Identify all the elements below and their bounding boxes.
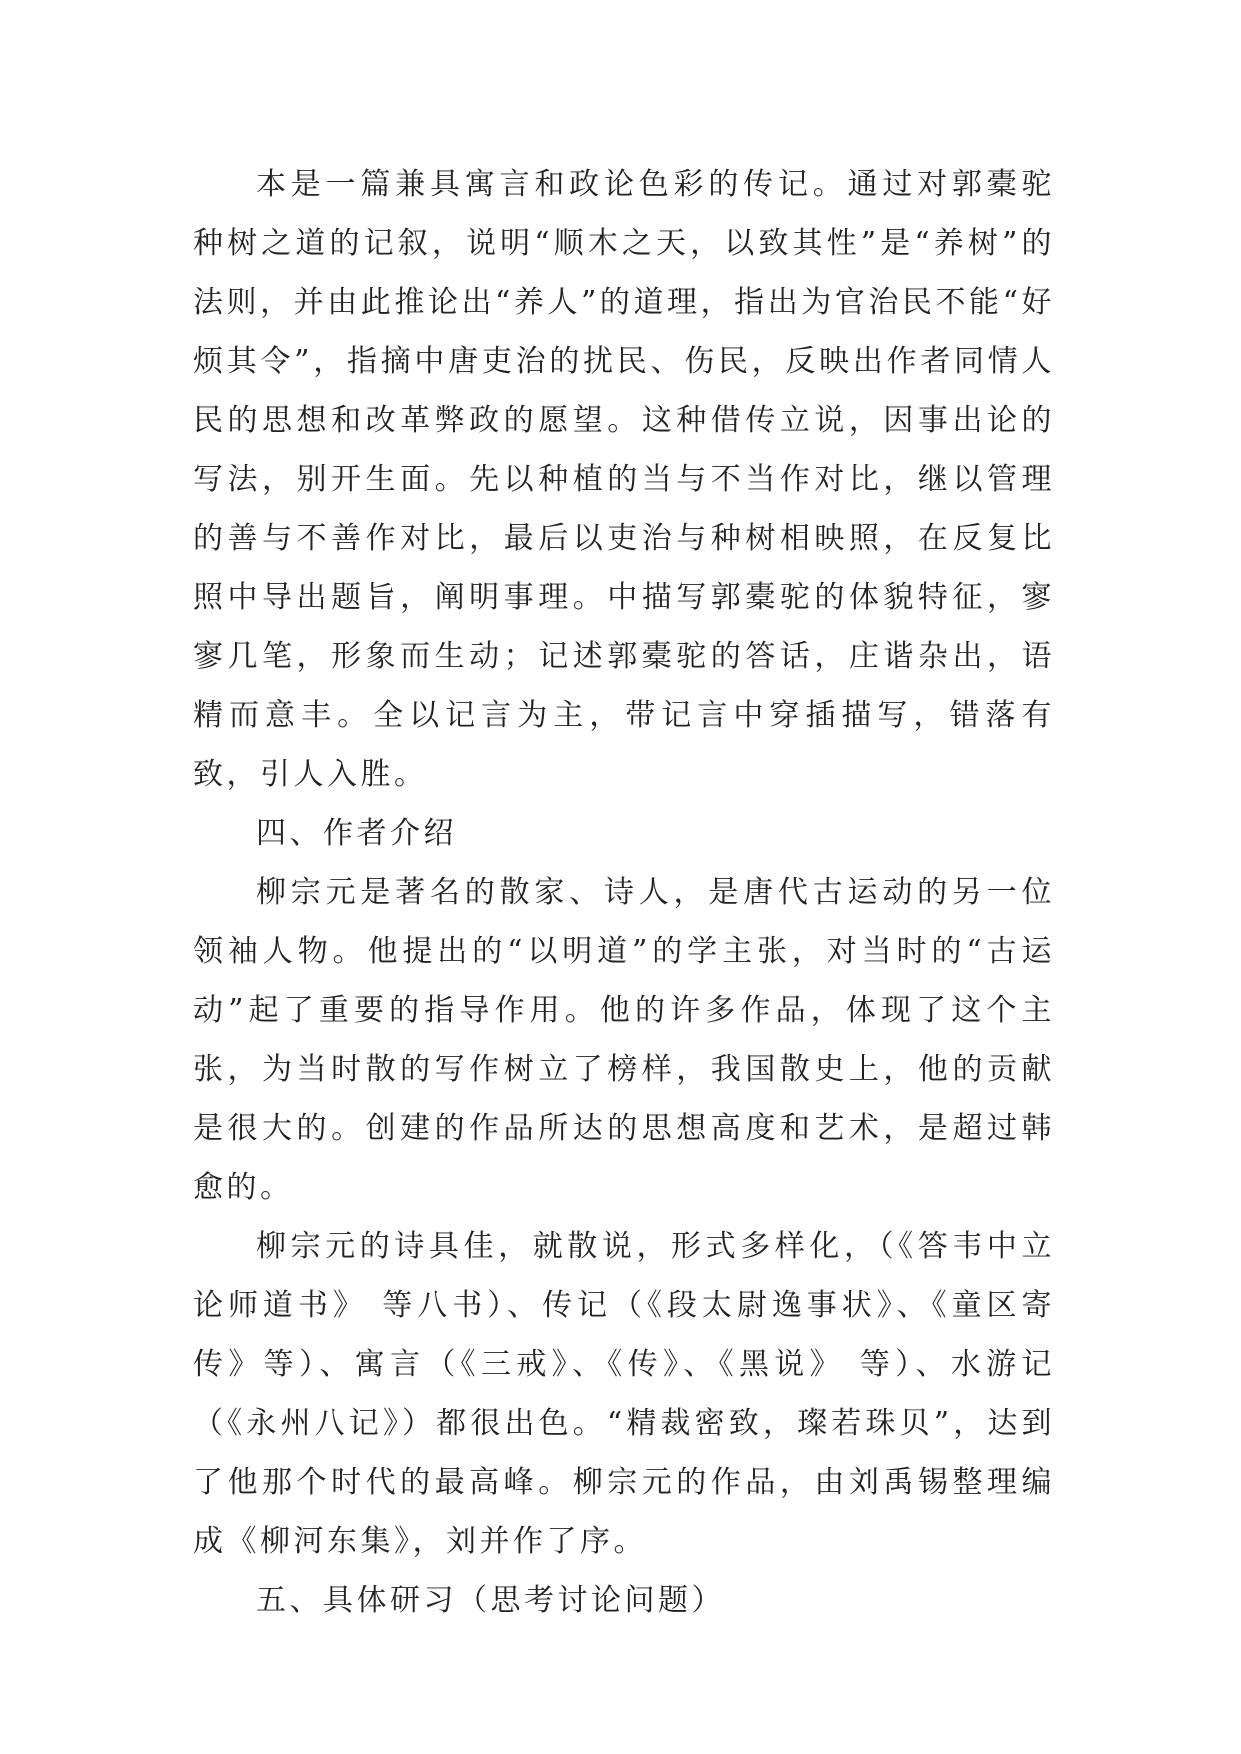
paragraph-author-intro: 柳宗元是著名的散家、诗人，是唐代古运动的另一位领袖人物。他提出的“以明道”的学主张，对当时的“古运动”起了重要的指导作用。他的许多作品，体现了这个主张，为当时散的写作树立了榜样，我国散史上，他的贡献是很大的。创建的作品所达的思想高度和艺术，是超过韩愈的。 <box>193 875 1055 1205</box>
section-heading-author: 四、作者介绍 <box>256 816 457 851</box>
section-heading-study: 五、具体研习（思考讨论问题） <box>256 1583 725 1618</box>
document-body <box>193 155 1055 1630</box>
paragraph-author-works: 柳宗元的诗具佳，就散说，形式多样化，（《答韦中立论师道书》 等八书）、传记（《段太尉逸事状》、《童区寄传》等）、寓言（《三戒》、《传》、《黑说》 等）、水游记（《永州八记》）都很出色。“精裁密致，璨若珠贝”，达到了他那个时代的最高峰。柳宗元的作品，由刘禹锡整理编成《柳河东集》，刘并作了序。 <box>193 1229 1055 1559</box>
paragraph-summary: 本是一篇兼具寓言和政论色彩的传记。通过对郭橐驼种树之道的记叙，说明“顺木之天，以致其性”是“养树”的法则，并由此推论出“养人”的道理，指出为官治民不能“好烦其令”，指摘中唐吏治的扰民、伤民，反映出作者同情人民的思想和改革弊政的愿望。这种借传立说，因事出论的写法，别开生面。先以种植的当与不当作对比，继以管理的善与不善作对比，最后以吏治与种树相映照，在反复比照中导出题旨，阐明事理。中描写郭橐驼的体貌特征，寥寥几笔，形象而生动；记述郭橐驼的答话，庄谐杂出，语精而意丰。全以记言为主，带记言中穿插描写，错落有致，引人入胜。 <box>193 167 1055 792</box>
